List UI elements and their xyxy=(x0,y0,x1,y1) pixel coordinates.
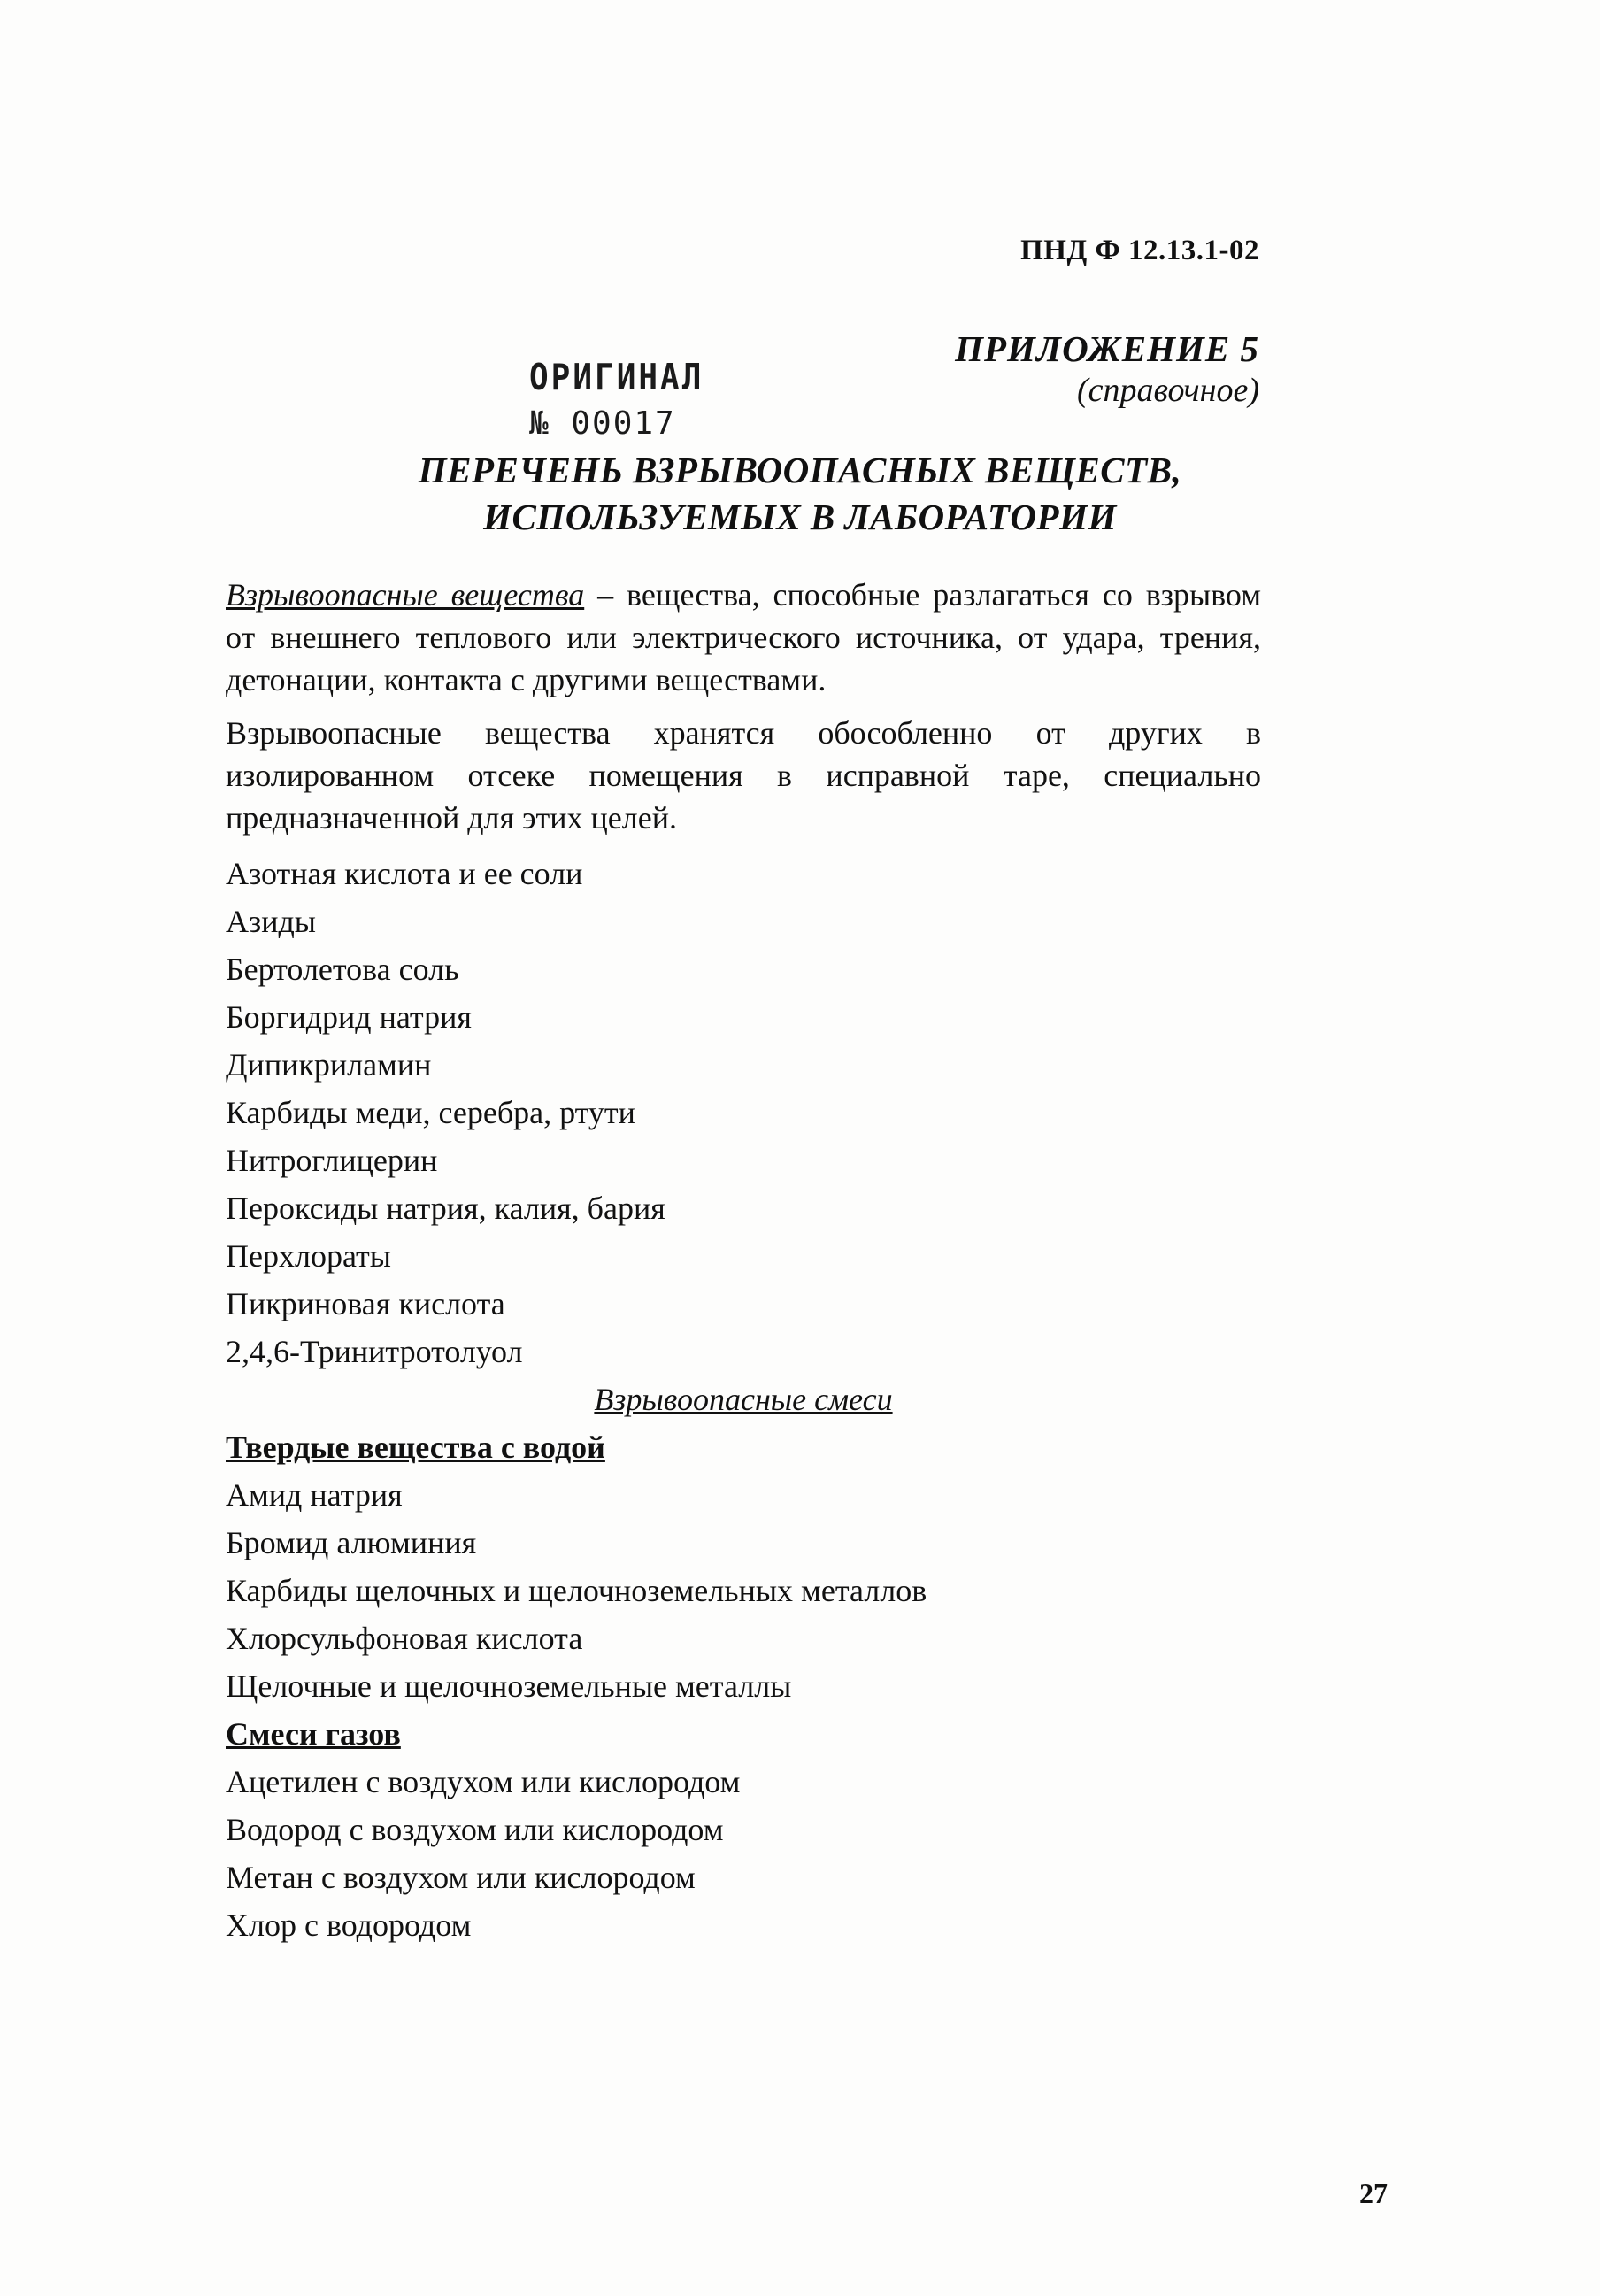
document-code: ПНД Ф 12.13.1-02 xyxy=(1020,235,1259,266)
gas-mixtures-heading: Смеси газов xyxy=(226,1716,401,1752)
main-title xyxy=(0,447,1600,542)
appendix-note: (справочное) xyxy=(1076,372,1259,410)
list-item: Бромид алюминия xyxy=(226,1525,477,1560)
document-body xyxy=(226,574,1261,1949)
list-item: 2,4,6-Тринитротолуол xyxy=(226,1334,523,1369)
list-item: Перхлораты xyxy=(226,1238,391,1274)
list-item: Карбиды меди, серебра, ртути xyxy=(226,1095,635,1130)
solids-with-water-list xyxy=(226,1471,1261,1710)
list-item: Боргидрид натрия xyxy=(226,999,472,1035)
substances-list xyxy=(226,850,1261,1375)
list-item: Ацетилен с воздухом или кислородом xyxy=(226,1764,741,1799)
stamp-number: № 00017 xyxy=(529,404,676,442)
list-item: Карбиды щелочных и щелочноземельных металлов xyxy=(226,1573,927,1608)
stamp-title: ОРИГИНАЛ xyxy=(529,357,704,399)
original-stamp xyxy=(529,350,704,449)
list-item: Хлорсульфоновая кислота xyxy=(226,1621,583,1656)
mixtures-title: Взрывоопасные смеси xyxy=(594,1382,893,1417)
list-item: Нитроглицерин xyxy=(226,1143,438,1178)
solids-with-water-heading: Твердые вещества с водой xyxy=(226,1429,605,1465)
list-item: Пероксиды натрия, калия, бария xyxy=(226,1190,665,1226)
page-number: 27 xyxy=(1359,2177,1388,2209)
definition-text: – вещества, способные разлагаться со взрывом от внешнего теплового или электрического источника, от удара, трения, детонации, контакта с другими веществами. xyxy=(226,577,1261,697)
main-title-line-1: ПЕРЕЧЕНЬ ВЗРЫВООПАСНЫХ ВЕЩЕСТВ, xyxy=(418,450,1182,490)
definition-paragraph xyxy=(226,574,1261,701)
appendix-header xyxy=(955,327,1259,412)
list-item: Метан с воздухом или кислородом xyxy=(226,1860,696,1895)
storage-paragraph: Взрывоопасные вещества хранятся обособленно от других в изолированном отсеке помещения в исправной таре, специально предназначенной для этих целей. xyxy=(226,715,1261,836)
list-item: Пикриновая кислота xyxy=(226,1286,505,1321)
list-item: Бертолетова соль xyxy=(226,952,459,987)
gas-mixtures-list xyxy=(226,1758,1261,1949)
main-title-line-2: ИСПОЛЬЗУЕМЫХ В ЛАБОРАТОРИИ xyxy=(483,497,1117,538)
definition-term: Взрывоопасные вещества xyxy=(226,577,585,613)
list-item: Азотная кислота и ее соли xyxy=(226,856,583,891)
list-item: Водород с воздухом или кислородом xyxy=(226,1812,724,1847)
list-item: Дипикриламин xyxy=(226,1047,432,1083)
list-item: Щелочные и щелочноземельные металлы xyxy=(226,1668,792,1704)
list-item: Хлор с водородом xyxy=(226,1907,472,1943)
list-item: Азиды xyxy=(226,904,316,939)
list-item: Амид натрия xyxy=(226,1477,403,1513)
appendix-title: ПРИЛОЖЕНИЕ 5 xyxy=(955,328,1259,369)
